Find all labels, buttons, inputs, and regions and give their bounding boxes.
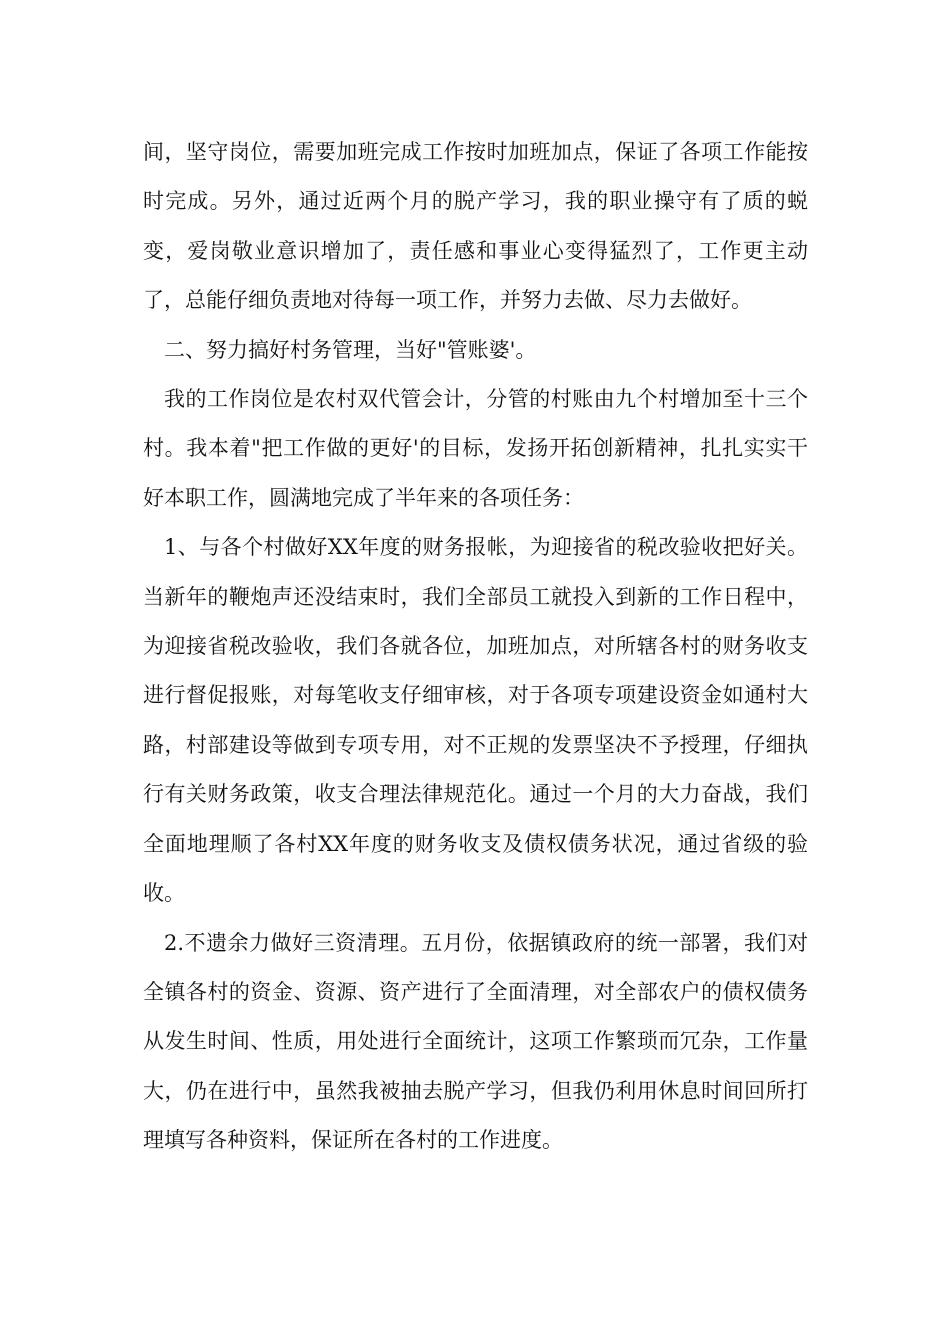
document-body (143, 128, 808, 1166)
paragraph-2-heading: 二、努力搞好村务管理，当好"管账婆'。 (164, 337, 537, 362)
paragraph-4: 1、与各个村做好XX年度的财务报帐，为迎接省的税改验收把好关。当新年的鞭炮声还没结束时，我们全部员工就投入到新的工作日程中，为迎接省税改验收，我们各就各位，加班加点，对所辖各村的财务收支进行督促报账，对每笔收支仔细审核，对于各项专项建设资金如通村大路，村部建设等做到专项专用，对不正规的发票坚决不予授理，仔细执行有关财务政策，收支合理法律规范化。通过一个月的大力奋战，我们全面地理顺了各村XX年度的财务收支及债权债务状况，通过省级的验收。 (143, 535, 808, 906)
paragraph-1: 间，坚守岗位，需要加班完成工作按时加班加点，保证了各项工作能按时完成。另外，通过近两个月的脱产学习，我的职业操守有了质的蜕变，爱岗敬业意识增加了，责任感和事业心变得猛烈了，工作更主动了，总能仔细负责地对待每一项工作，并努力去做、尽力去做好。 (143, 140, 808, 313)
paragraph-5: 2.不遗余力做好三资清理。五月份，依据镇政府的统一部署，我们对全镇各村的资金、资源、资产进行了全面清理，对全部农户的债权债务从发生时间、性质，用处进行全面统计，这项工作繁琐而冗杂，工作量大，仍在进行中，虽然我被抽去脱产学习，但我仍利用休息时间回所打理填写各种资料，保证所在各村的工作进度。 (143, 930, 808, 1153)
paragraph-3: 我的工作岗位是农村双代管会计，分管的村账由九个村增加至十三个村。我本着"把工作做的更好'的目标，发扬开拓创新精神，扎扎实实干好本职工作，圆满地完成了半年来的各项任务： (143, 387, 808, 510)
